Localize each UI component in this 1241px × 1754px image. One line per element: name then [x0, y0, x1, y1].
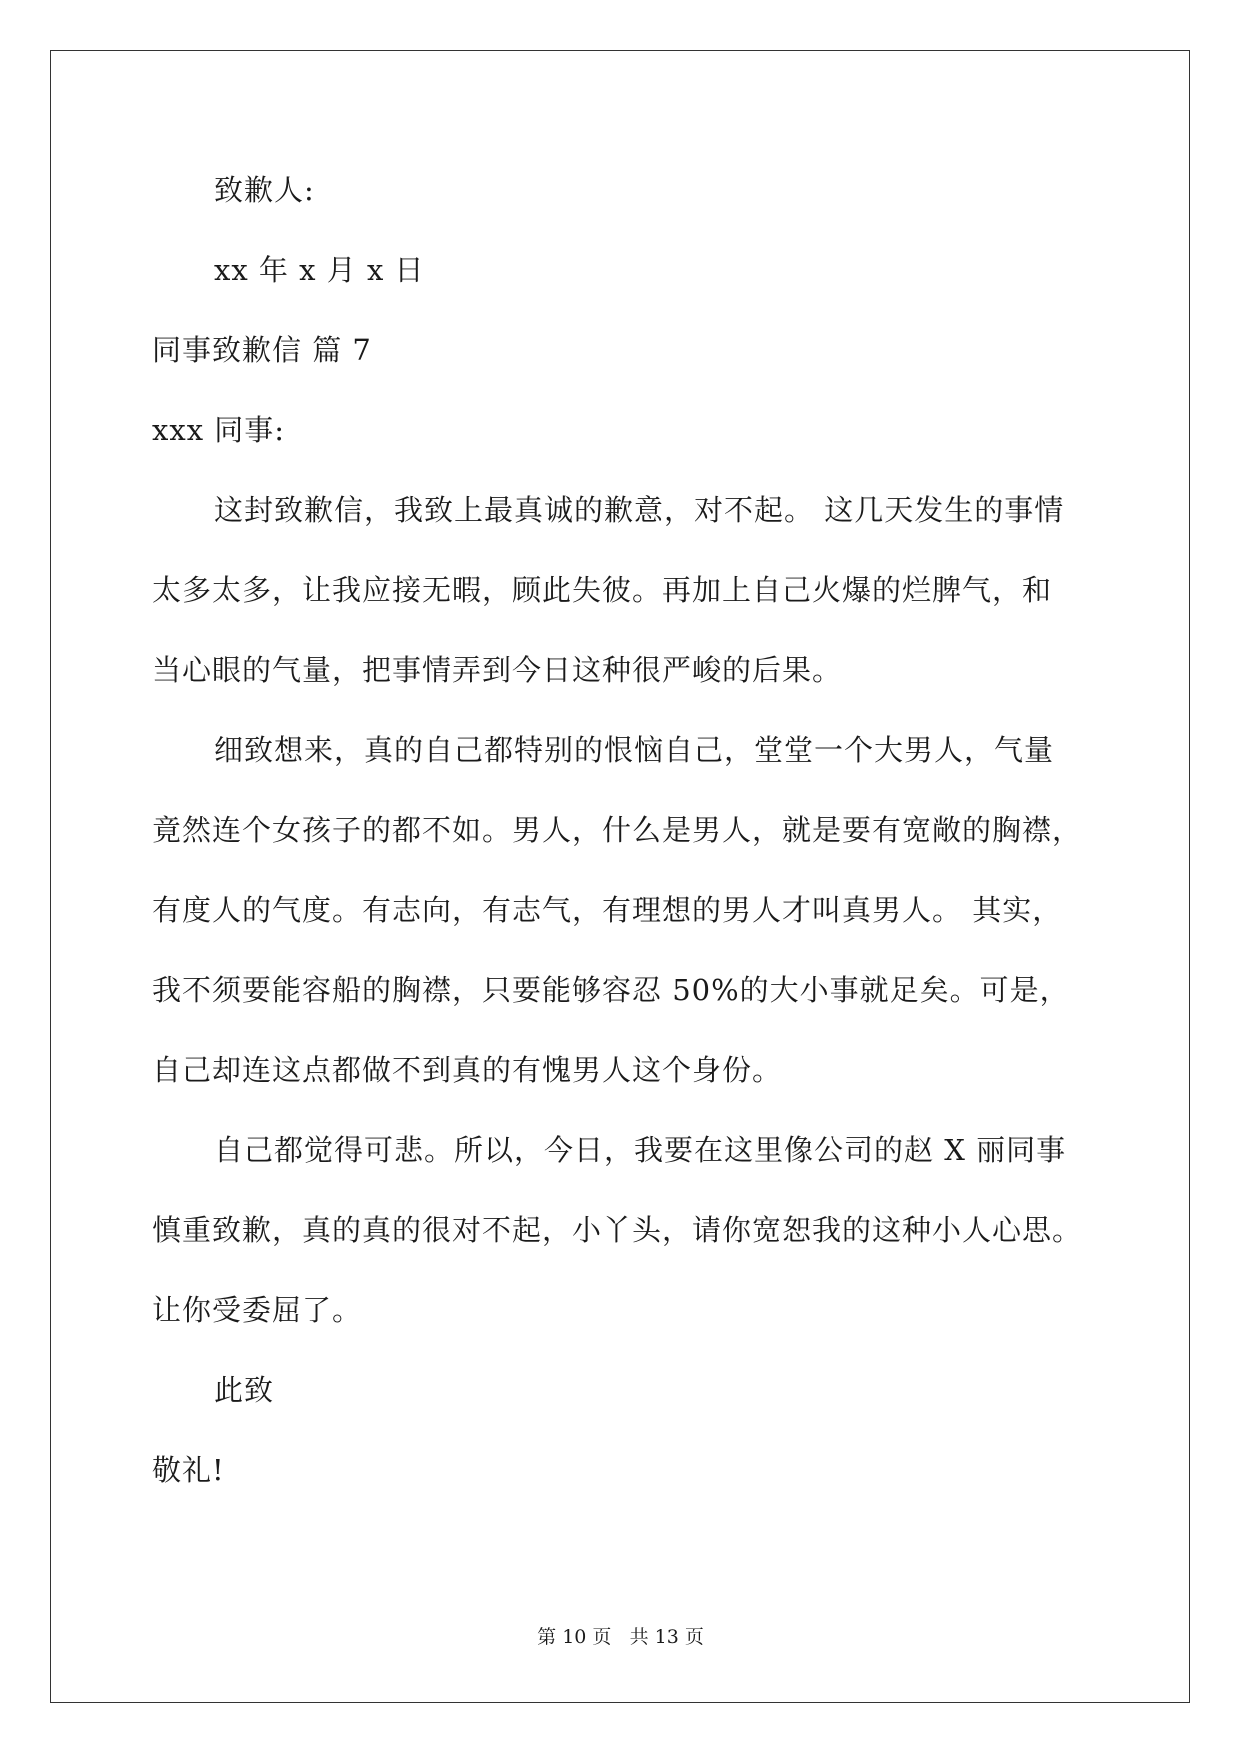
date-line: xx 年 x 月 x 日 — [214, 253, 425, 287]
paragraph-1-line-3: 当心眼的气量，把事情弄到今日这种很严峻的后果。 — [152, 653, 843, 687]
signer-label: 致歉人: — [214, 173, 315, 207]
closing-line-1: 此致 — [214, 1373, 275, 1407]
page-total: 共 13 页 — [629, 1626, 704, 1648]
paragraph-2-line-4: 我不须要能容船的胸襟，只要能够容忍 50%的大小事就足矣。可是， — [152, 973, 1070, 1007]
paragraph-3-line-2: 慎重致歉，真的真的很对不起，小丫头，请你宽恕我的这种小人心思。 — [152, 1213, 1083, 1247]
paragraph-2-line-2: 竟然连个女孩子的都不如。男人，什么是男人，就是要有宽敞的胸襟， — [152, 813, 1083, 847]
paragraph-3-line-1: 自己都觉得可悲。所以，今日，我要在这里像公司的赵 X 丽同事 — [214, 1133, 1067, 1167]
paragraph-3-line-3: 让你受委屈了。 — [152, 1293, 363, 1327]
page-number: 第 10 页 — [537, 1626, 612, 1648]
page-footer — [0, 1625, 1241, 1649]
section-title: 同事致歉信 篇 7 — [152, 333, 372, 367]
paragraph-2-line-5: 自己却连这点都做不到真的有愧男人这个身份。 — [152, 1053, 783, 1087]
paragraph-2-line-1: 细致想来，真的自己都特别的恨恼自己，堂堂一个大男人，气量 — [214, 733, 1055, 767]
closing-line-2: 敬礼! — [152, 1453, 225, 1487]
paragraph-1-line-1: 这封致歉信，我致上最真诚的歉意，对不起。 这几天发生的事情 — [214, 493, 1065, 527]
paragraph-1-line-2: 太多太多，让我应接无暇，顾此失彼。再加上自己火爆的烂脾气，和 — [152, 573, 1053, 607]
paragraph-2-line-3: 有度人的气度。有志向，有志气，有理想的男人才叫真男人。 其实， — [152, 893, 1063, 927]
salutation: xxx 同事: — [152, 413, 286, 447]
